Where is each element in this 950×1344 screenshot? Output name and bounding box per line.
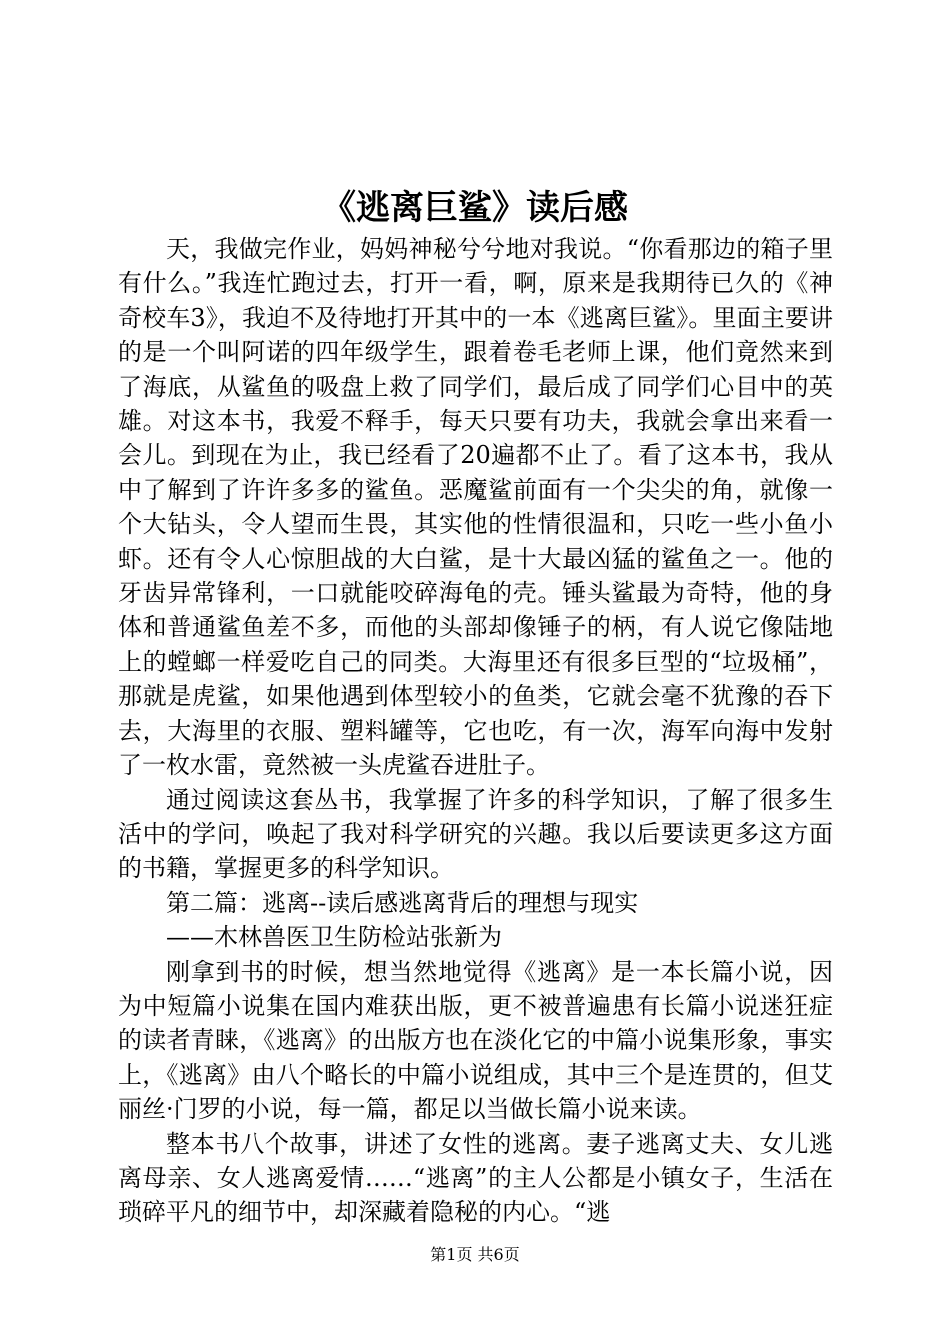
document-title: 《逃离巨鲨》读后感 (322, 188, 628, 228)
document-body (118, 232, 833, 1230)
paragraph: 天，我做完作业，妈妈神秘兮兮地对我说。“你看那边的箱子里有什么。”我连忙跑过去，打开一看，啊，原来是我期待已久的《神奇校车3》，我迫不及待地打开其中的一本《逃离巨鲨》。里面主要讲的是一个叫阿诺的四年级学生，跟着卷毛老师上课，他们竟然来到了海底，从鲨鱼的吸盘上救了同学们，最后成了同学们心目中的英雄。对这本书，我爱不释手，每天只要有功夫，我就会拿出来看一会儿。到现在为止，我已经看了20遍都不止了。看了这本书，我从中了解到了许许多多的鲨鱼。恶魔鲨前面有一个尖尖的角，就像一个大钻头，令人望而生畏，其实他的性情很温和，只吃一些小鱼小虾。还有令人心惊胆战的大白鲨，是十大最凶猛的鲨鱼之一。他的牙齿异常锋利，一口就能咬碎海龟的壳。锤头鲨最为奇特，他的身体和普通鲨鱼差不多，而他的头部却像锤子的柄，有人说它像陆地上的螳螂一样爱吃自己的同类。大海里还有很多巨型的“垃圾桶”，那就是虎鲨，如果他遇到体型较小的鱼类，它就会毫不犹豫的吞下去，大海里的衣服、塑料罐等，它也吃，有一次，海军向海中发射了一枚水雷，竟然被一头虎鲨吞进肚子。 (118, 235, 833, 780)
paragraph: 刚拿到书的时候，想当然地觉得《逃离》是一本长篇小说，因为中短篇小说集在国内难获出版，更不被普遍患有长篇小说迷狂症的读者青睐，《逃离》的出版方也在淡化它的中篇小说集形象，事实上，《逃离》由八个略长的中篇小说组成，其中三个是连贯的，但艾丽丝·门罗的小说，每一篇，都足以当做长篇小说来读。 (118, 957, 833, 1124)
paragraph: 整本书八个故事，讲述了女性的逃离。妻子逃离丈夫、女儿逃离母亲、女人逃离爱情……“逃离”的主人公都是小镇女子，生活在琐碎平凡的细节中，却深藏着隐秘的内心。“逃 (118, 1129, 833, 1227)
page-number-footer: 第1页 共6页 (430, 1245, 520, 1264)
section-heading: 第二篇：逃离--读后感逃离背后的理想与现实 (166, 888, 639, 917)
author-line: ——木林兽医卫生防检站张新为 (166, 923, 502, 952)
paragraph: 通过阅读这套丛书，我掌握了许多的科学知识，了解了很多生活中的学问，唤起了我对科学研究的兴趣。我以后要读更多这方面的书籍，掌握更多的科学知识。 (118, 785, 833, 883)
